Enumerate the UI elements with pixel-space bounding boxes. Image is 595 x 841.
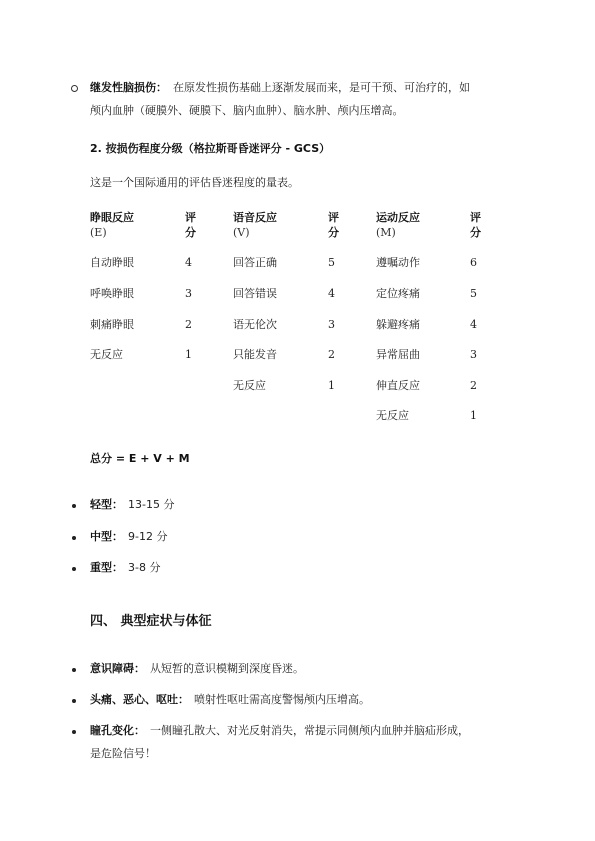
secondary-injury-line-1 <box>90 80 470 96</box>
motor-score-header-1: 评 <box>470 211 481 224</box>
eye-row-score: 3 <box>185 287 192 300</box>
eye-score-header-2: 分 <box>185 226 196 239</box>
severity-label: 重型： <box>90 561 123 574</box>
verbal-score-header-2: 分 <box>328 226 339 239</box>
severity-label: 轻型： <box>90 498 123 511</box>
motor-row-score: 1 <box>470 409 477 422</box>
eye-row-label: 呼唤睁眼 <box>90 287 134 300</box>
hollow-bullet-icon <box>71 85 78 92</box>
symptom-item <box>90 661 304 677</box>
motor-row-label: 异常屈曲 <box>376 348 420 361</box>
eye-header-sub: (E) <box>90 226 107 239</box>
motor-row-score: 4 <box>470 318 477 331</box>
severity-value: 3-8 分 <box>128 561 161 574</box>
severity-item <box>90 560 160 576</box>
verbal-row-score: 4 <box>328 287 335 300</box>
motor-score-header-2: 分 <box>470 226 481 239</box>
eye-row-label: 无反应 <box>90 348 123 361</box>
severity-label: 中型： <box>90 530 123 543</box>
verbal-row-score: 3 <box>328 318 335 331</box>
severity-value: 9-12 分 <box>128 530 168 543</box>
motor-row-score: 6 <box>470 256 477 269</box>
motor-row-label: 遵嘱动作 <box>376 256 420 269</box>
verbal-header-sub: (V) <box>233 226 250 239</box>
verbal-row-score: 1 <box>328 379 335 392</box>
bullet-icon <box>72 536 76 540</box>
verbal-row-score: 2 <box>328 348 335 361</box>
symptom-text: 喷射性呕吐需高度警惕颅内压增高。 <box>194 693 370 706</box>
eye-row-score: 4 <box>185 256 192 269</box>
symptom-text-continued: 是危险信号！ <box>90 747 156 760</box>
severity-value: 13-15 分 <box>128 498 175 511</box>
eye-row-label: 刺痛睁眼 <box>90 318 134 331</box>
verbal-row-label: 回答错误 <box>233 287 277 300</box>
symptom-label: 头痛、恶心、呕吐： <box>90 693 189 706</box>
symptom-item <box>90 723 469 739</box>
verbal-row-label: 回答正确 <box>233 256 277 269</box>
motor-header: 运动反应 <box>376 211 420 224</box>
verbal-row-label: 语无伦次 <box>233 318 277 331</box>
bullet-icon <box>72 567 76 571</box>
eye-row-score: 2 <box>185 318 192 331</box>
symptom-label: 意识障碍： <box>90 662 145 675</box>
motor-header-sub: (M) <box>376 226 396 239</box>
verbal-row-score: 5 <box>328 256 335 269</box>
motor-row-label: 无反应 <box>376 409 409 422</box>
motor-row-score: 3 <box>470 348 477 361</box>
section-2-intro: 这是一个国际通用的评估昏迷程度的量表。 <box>90 176 299 189</box>
symptom-label: 瞳孔变化： <box>90 724 145 737</box>
bullet-icon <box>72 504 76 508</box>
verbal-score-header-1: 评 <box>328 211 339 224</box>
verbal-row-label: 无反应 <box>233 379 266 392</box>
secondary-injury-label: 继发性脑损伤： <box>90 81 167 94</box>
eye-header: 睁眼反应 <box>90 211 134 224</box>
secondary-injury-text-1: 在原发性损伤基础上逐渐发展而来，是可干预、可治疗的，如 <box>173 81 470 94</box>
secondary-injury-text-2: 颅内血肿（硬膜外、硬膜下、脑内血肿）、脑水肿、颅内压增高。 <box>90 104 404 117</box>
motor-row-score: 2 <box>470 379 477 392</box>
severity-item <box>90 497 174 513</box>
motor-row-label: 定位疼痛 <box>376 287 420 300</box>
eye-score-header-1: 评 <box>185 211 196 224</box>
eye-row-score: 1 <box>185 348 192 361</box>
motor-row-label: 伸直反应 <box>376 379 420 392</box>
gcs-total-formula: 总分 = E + V + M <box>90 452 190 465</box>
bullet-icon <box>72 699 76 703</box>
symptom-text: 从短暂的意识模糊到深度昏迷。 <box>150 662 304 675</box>
symptom-item <box>90 692 370 708</box>
severity-item <box>90 529 167 545</box>
motor-row-label: 躲避疼痛 <box>376 318 420 331</box>
section-2-heading: 2. 按损伤程度分级（格拉斯哥昏迷评分 - GCS） <box>90 142 331 155</box>
verbal-header: 语音反应 <box>233 211 277 224</box>
verbal-row-label: 只能发音 <box>233 348 277 361</box>
section-4-heading: 四、 典型症状与体征 <box>90 614 212 629</box>
eye-row-label: 自动睁眼 <box>90 256 134 269</box>
symptom-text: 一侧瞳孔散大、对光反射消失，常提示同侧颅内血肿并脑疝形成， <box>150 724 469 737</box>
bullet-icon <box>72 730 76 734</box>
motor-row-score: 5 <box>470 287 477 300</box>
bullet-icon <box>72 668 76 672</box>
